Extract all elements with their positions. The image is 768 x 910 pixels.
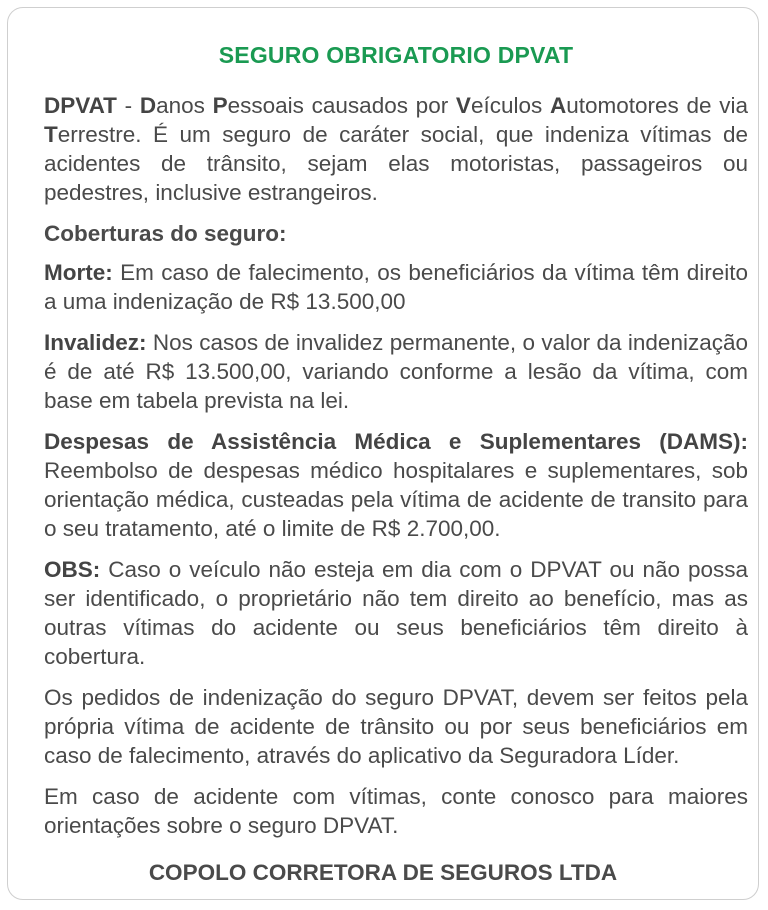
acronym: DPVAT [44,93,117,118]
info-card [7,7,759,900]
coverage-death [44,258,748,316]
acronym-separator: - [116,93,140,118]
initial-v: V [455,93,471,118]
obs-note [44,555,748,671]
coverage-disability [44,328,748,415]
coverage-text: Reembolso de despesas médico hospitalares e suplementares, sob orientação médica, custeadas pela vítima de acidente de transito para o seu tratamento, até o limite de R$ 2.700,00. [44,458,748,541]
initial-t: T [44,122,58,147]
word-pessoais: essoais causados por [227,93,456,118]
initial-d: D [139,93,157,118]
word-automotores: utomotores de via [566,93,748,118]
contact-paragraph: Em caso de acidente com vítimas, conte conosco para maiores orientações sobre o seguro DPVAT. [44,784,748,838]
coverage-heading: Coberturas do seguro: [44,221,287,246]
intro-text: É um seguro de caráter social, que indeniza vítimas de acidentes de trânsito, sejam elas motoristas, passageiros ou pedestres, inclusive estrangeiros. [44,122,748,205]
initial-p: P [212,93,228,118]
word-terrestre: errestre. [57,122,142,147]
coverage-label: Despesas de Assistência Médica e Suplementares (DAMS): [44,429,748,454]
word-danos: anos [156,93,213,118]
coverage-text: Em caso de falecimento, os beneficiários da vítima têm direito a uma indenização de R$ 13.500,00 [44,260,748,314]
coverage-dams [44,427,748,543]
coverage-text: Nos casos de invalidez permanente, o valor da indenização é de até R$ 13.500,00, variando conforme a lesão da vítima, com base em tabela prevista na lei. [44,330,748,413]
obs-label: OBS: [44,557,101,582]
page-title: SEGURO OBRIGATORIO DPVAT [218,42,574,68]
company-footer: COPOLO CORRETORA DE SEGUROS LTDA [148,860,618,885]
intro-paragraph [44,91,748,207]
obs-text: Caso o veículo não esteja em dia com o DPVAT ou não possa ser identificado, o proprietário não tem direito ao benefício, mas as outras vítimas do acidente ou seus beneficiários têm direito à cobertura. [44,557,748,669]
coverage-label: Invalidez: [44,330,147,355]
word-veiculos: eículos [470,93,550,118]
card-content [44,42,748,852]
coverage-label: Morte: [44,260,113,285]
claims-paragraph: Os pedidos de indenização do seguro DPVAT, devem ser feitos pela própria vítima de acidente de trânsito ou por seus beneficiários em caso de falecimento, através do aplicativo da Seguradora Líder. [44,685,748,768]
initial-a: A [549,93,567,118]
